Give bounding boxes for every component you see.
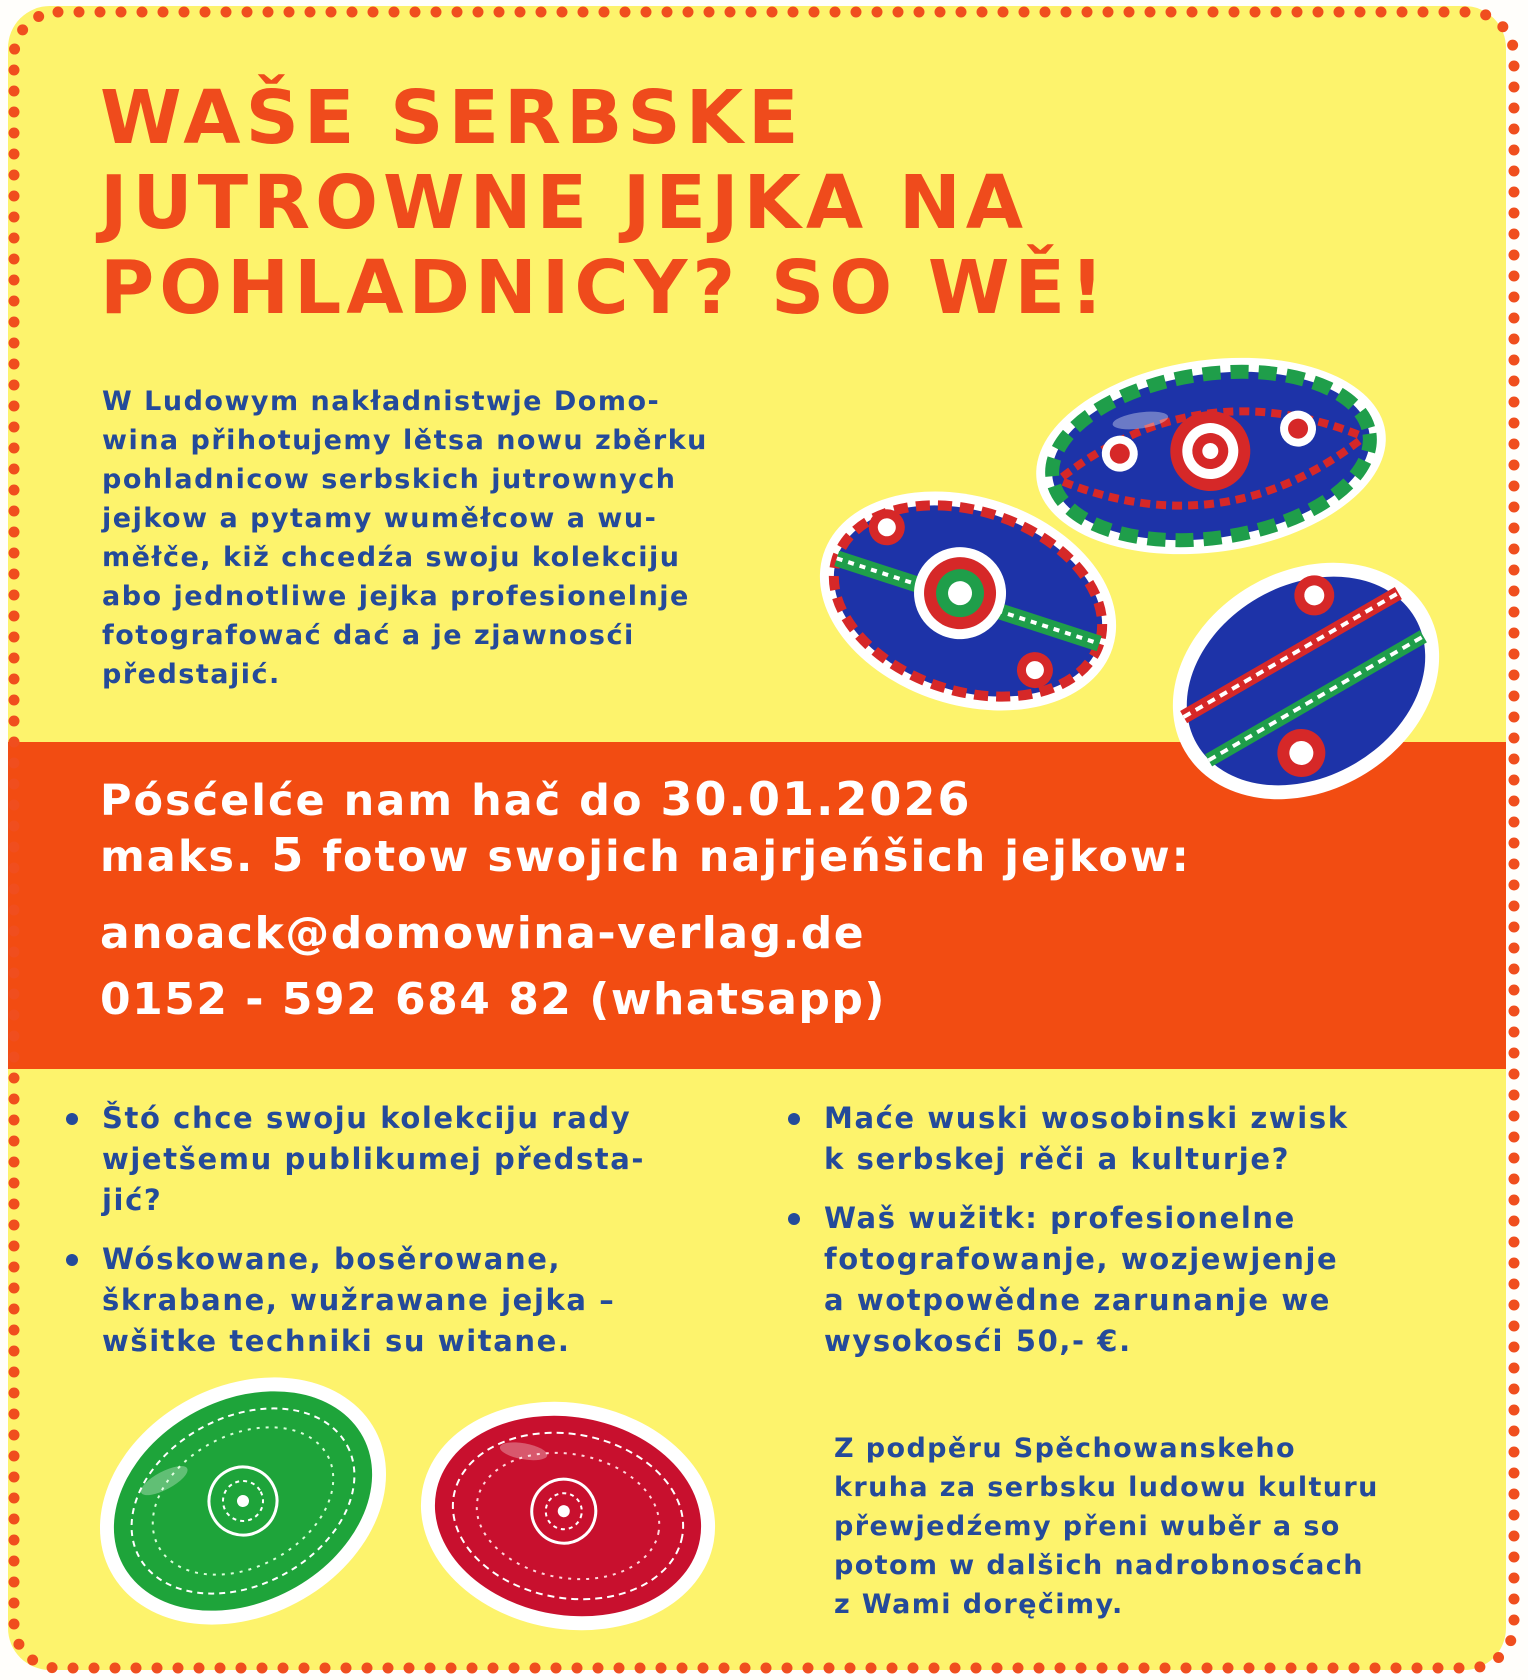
bullet-line: jić? <box>102 1183 163 1217</box>
bullet-list-left <box>66 1098 746 1380</box>
title-line: POHLADNICY? SO WĚ! <box>100 245 1109 331</box>
deadline-date: 30.01.2026 <box>660 772 972 826</box>
cta-line-photos <box>100 828 1191 882</box>
bullet-line: wšitke techniki su witane. <box>102 1324 571 1358</box>
list-item <box>788 1098 1488 1180</box>
intro-line: fotografować dać a je zjawnosći <box>102 620 635 651</box>
bullet-line: fotografowanje, wozjewjenje <box>824 1242 1339 1276</box>
intro-paragraph <box>102 382 802 694</box>
list-item <box>788 1198 1488 1362</box>
bullet-line: Štó chce swoju kolekciju rady <box>102 1101 632 1135</box>
blue-egg-image-middle <box>808 486 1128 716</box>
support-line: potom w dalšich nadrobnosćach <box>834 1550 1364 1581</box>
title-line: WAŠE SERBSKE <box>100 75 804 161</box>
support-note <box>834 1429 1494 1624</box>
bullet-list-right <box>788 1098 1488 1380</box>
cta-text: Pósćelće nam hač do <box>100 776 661 826</box>
intro-line: jejkow a pytamy wuměłcow a wu- <box>102 503 658 534</box>
bullet-line: wysokosći 50,- €. <box>824 1324 1132 1358</box>
support-line: z Wami doręčimy. <box>834 1589 1124 1620</box>
contact-phone[interactable]: 0152 - 592 684 82 (whatsapp) <box>100 974 887 1025</box>
list-item <box>66 1239 746 1362</box>
green-egg-image <box>88 1376 398 1626</box>
cta-line-deadline <box>100 772 971 826</box>
cta-text: fotow swojich najrjeńšich jejkow: <box>305 832 1191 882</box>
bullet-line: wjetšemu publikumej předsta- <box>102 1142 646 1176</box>
intro-line: wina přihotujemy lětsa nowu zběrku <box>102 425 708 456</box>
bullet-line: škrabane, wužrawane jejka – <box>102 1283 616 1317</box>
title-line: JUTROWNE JEJKA NA <box>100 160 1029 246</box>
contact-email[interactable]: anoack@domowina-verlag.de <box>100 908 866 959</box>
bullet-line: Maće wuski wosobinski zwisk <box>824 1101 1349 1135</box>
bullet-line: a wotpowědne zarunanje we <box>824 1283 1331 1317</box>
intro-line: abo jednotliwe jejka profesionelnje <box>102 581 690 612</box>
intro-line: pohladnicow serbskich jutrownych <box>102 464 677 495</box>
bullet-line: Waš wužitk: profesionelne <box>824 1201 1296 1235</box>
cta-text: maks. <box>100 832 272 882</box>
support-line: Z podpěru Spěchowanskeho <box>834 1433 1296 1464</box>
bullet-line: k serbskej rěči a kulturje? <box>824 1142 1291 1176</box>
list-item <box>66 1098 746 1221</box>
support-line: kruha za serbsku ludowu kulturu <box>834 1472 1379 1503</box>
poster-title <box>100 76 1109 331</box>
max-photos: 5 <box>271 828 306 882</box>
blue-egg-image-bottom <box>1156 561 1456 801</box>
intro-line: W Ludowym nakładnistwje Domo- <box>102 386 661 417</box>
poster-card <box>8 6 1506 1670</box>
support-line: přewjedźemy přeni wuběr a so <box>834 1511 1341 1542</box>
bullet-line: Wóskowane, bosěrowane, <box>102 1242 562 1276</box>
intro-line: měłče, kiž chcedźa swoju kolekciju <box>102 542 681 573</box>
intro-line: předstajić. <box>102 659 281 690</box>
red-egg-image <box>413 1394 723 1639</box>
